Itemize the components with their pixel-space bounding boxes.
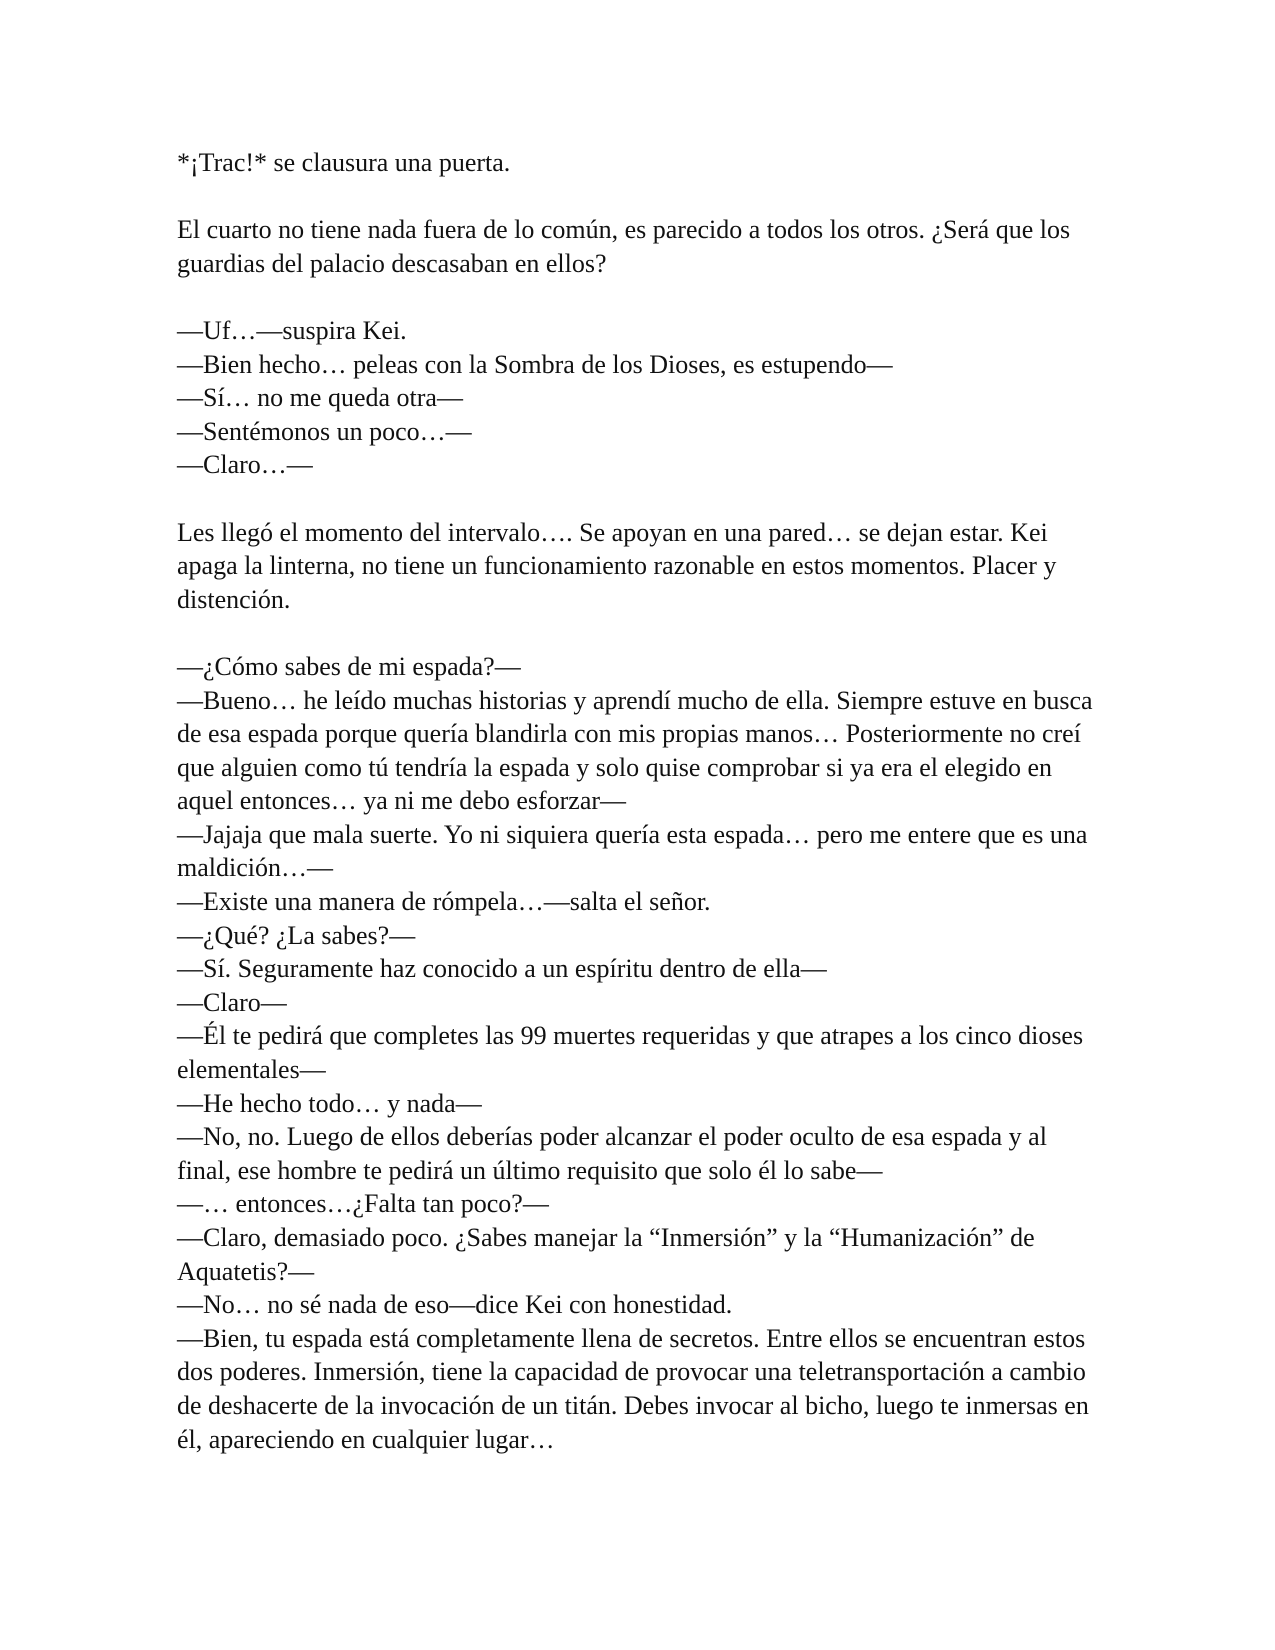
dialogue-line: —Bien hecho… peleas con la Sombra de los Dioses, es estupendo—: [177, 349, 893, 379]
document-page: [177, 146, 1107, 1490]
dialogue-line: —… entonces…¿Falta tan poco?—: [177, 1189, 549, 1219]
dialogue-line: —Jajaja que mala suerte. Yo ni siquiera quería esta espada… pero me entere que es una maldición…—: [177, 819, 1088, 883]
dialogue-line: —Claro, demasiado poco. ¿Sabes manejar la “Inmersión” y la “Humanización” de Aquatetis?—: [177, 1223, 1035, 1286]
dialogue-line: —No, no. Luego de ellos deberías poder alcanzar el poder oculto de esa espada y al final, ese hombre te pedirá un último requisito que solo él lo sabe—: [177, 1122, 1047, 1185]
dialogue-line: —Claro—: [177, 987, 287, 1017]
dialogue-line: —Bien, tu espada está completamente llena de secretos. Entre ellos se encuentran estos dos poderes. Inmersión, tiene la capacidad de provocar una teletransportación a cambio de deshacerte de la invocación de un titán. Debes invocar al bicho, luego te inmersas en él, apareciendo en cualquier lugar…: [177, 1323, 1089, 1454]
dialogue-line: —No… no sé nada de eso—dice Kei con honestidad.: [177, 1290, 733, 1320]
dialogue-line: —¿Cómo sabes de mi espada?—: [177, 651, 521, 681]
dialogue-line: —Sentémonos un poco…—: [177, 416, 472, 446]
dialogue-line: —Bueno… he leído muchas historias y aprendí mucho de ella. Siempre estuve en busca de esa espada porque quería blandirla con mis propias manos… Posteriormente no creí que alguien como tú tendría la espada y solo quise comprobar si ya era el elegido en aquel entonces… ya ni me debo esforzar—: [177, 685, 1093, 816]
paragraph-interval: Les llegó el momento del intervalo…. Se apoyan en una pared… se dejan estar. Kei apaga la linterna, no tiene un funcionamiento razonable en estos momentos. Placer y distención.: [177, 517, 1057, 614]
paragraph-room-description: El cuarto no tiene nada fuera de lo común, es parecido a todos los otros. ¿Será que los guardias del palacio descasaban en ellos?: [177, 215, 1071, 278]
dialogue-line: —Él te pedirá que completes las 99 muertes requeridas y que atrapes a los cinco dioses elementales—: [177, 1021, 1084, 1085]
dialogue-line: —Sí. Seguramente haz conocido a un espíritu dentro de ella—: [177, 954, 827, 984]
dialogue-line: —He hecho todo… y nada—: [177, 1088, 482, 1118]
dialogue-line: —Claro…—: [177, 450, 313, 480]
dialogue-line: —¿Qué? ¿La sabes?—: [177, 920, 416, 950]
paragraph-door-sound: *¡Trac!* se clausura una puerta.: [177, 148, 511, 177]
dialogue-line: —Existe una manera de rómpela…—salta el señor.: [177, 887, 711, 917]
dialogue-line: —Sí… no me queda otra—: [177, 383, 463, 413]
dialogue-block-rest: [177, 314, 1107, 482]
dialogue-block-sword: [177, 650, 1107, 1456]
dialogue-line: —Uf…—suspira Kei.: [177, 315, 407, 345]
